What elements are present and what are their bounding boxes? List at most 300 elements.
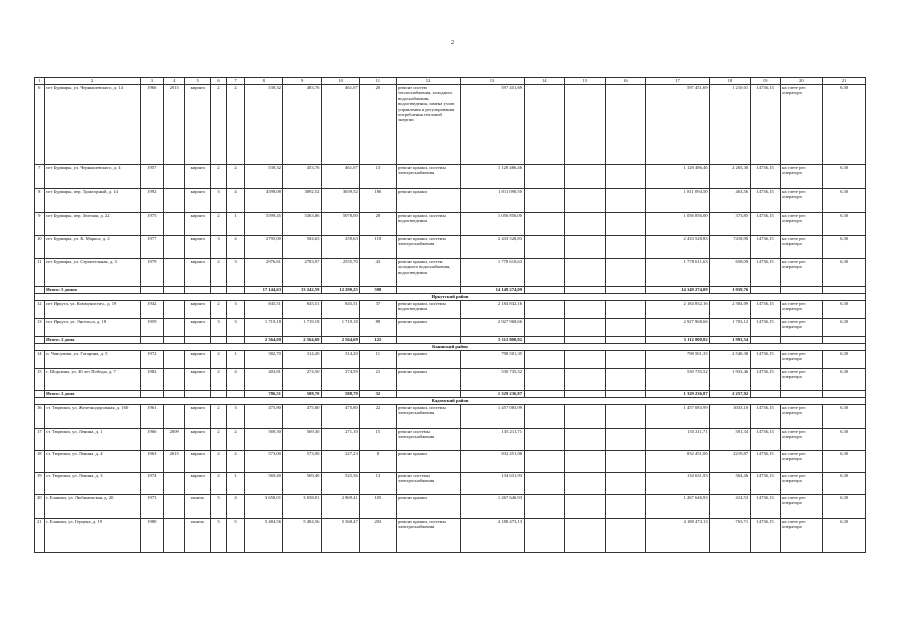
table-cell: [210, 287, 226, 294]
table-cell: 4598,08: [245, 189, 283, 213]
table-cell: 4 188 473,13: [646, 519, 710, 553]
district-header: [35, 344, 866, 351]
table-cell: 135 211,71: [646, 429, 710, 451]
table-cell: 43: [360, 259, 396, 287]
column-number: 19: [750, 78, 780, 85]
table-cell: 475,80: [321, 405, 359, 429]
table-cell: [524, 85, 565, 165]
table-cell: ремонт крыши, системы электроснабжения: [396, 236, 460, 259]
table-cell: [140, 337, 163, 344]
table-cell: 6,30: [823, 473, 866, 495]
table-cell: 5: [210, 519, 226, 553]
table-cell: 414,53: [710, 495, 751, 519]
table-cell: 1992: [140, 189, 163, 213]
table-cell: 118: [360, 236, 396, 259]
table-cell: на счете рег. оператора: [780, 319, 823, 337]
table-cell: 1972: [140, 351, 163, 369]
table-cell: на счете рег. оператора: [780, 259, 823, 287]
table-cell: 13 242,59: [283, 287, 321, 294]
table-cell: пгт Бурмиры, ул. Чернышевского, д. 4: [44, 165, 140, 189]
table-cell: [524, 319, 565, 337]
table-cell: панель: [185, 519, 211, 553]
table-cell: 37: [360, 301, 396, 319]
column-number: 13: [460, 78, 524, 85]
column-number: 3: [140, 78, 163, 85]
table-cell: 1 993,54: [710, 337, 751, 344]
table-cell: 17 144,63: [245, 287, 283, 294]
table-cell: 3 658,01: [245, 495, 283, 519]
table-cell: на счете рег. оператора: [780, 165, 823, 189]
table-cell: [35, 337, 45, 344]
table-cell: 6,30: [823, 165, 866, 189]
table-cell: 1 329 236,87: [460, 391, 524, 398]
district-name: Иркутский район: [35, 294, 866, 301]
table-cell: 475,80: [283, 405, 321, 429]
table-cell: кирпич: [185, 259, 211, 287]
table-cell: [524, 429, 565, 451]
table-cell: ремонт крыши, системы электроснабжения: [396, 519, 460, 553]
table-cell: 6,30: [823, 85, 866, 165]
table-cell: [524, 213, 565, 236]
table-cell: 6,30: [823, 236, 866, 259]
table-cell: [35, 287, 45, 294]
table-cell: 658,09: [710, 259, 751, 287]
table-cell: [605, 319, 646, 337]
table-cell: 3: [226, 405, 244, 429]
table-cell: 2: [210, 451, 226, 473]
table-row: [35, 473, 866, 495]
table-cell: 2555,70: [321, 259, 359, 287]
table-cell: 22: [360, 405, 396, 429]
table-cell: [524, 495, 565, 519]
table-cell: 2 564,69: [321, 337, 359, 344]
table-cell: [164, 351, 185, 369]
total-row: [35, 391, 866, 398]
table-cell: [164, 405, 185, 429]
table-cell: 6: [35, 85, 45, 165]
table-cell: 274,59: [321, 369, 359, 391]
table-cell: [605, 473, 646, 495]
table-cell: кирпич: [185, 213, 211, 236]
table-cell: 2783,97: [283, 259, 321, 287]
table-cell: 14736,13: [750, 495, 780, 519]
table-cell: [164, 236, 185, 259]
table-cell: 539,32: [245, 85, 283, 165]
table-cell: 598: [360, 287, 396, 294]
table-cell: [164, 369, 185, 391]
table-cell: 5 112 800,82: [460, 337, 524, 344]
table-cell: 14736,15: [750, 405, 780, 429]
table-cell: [565, 495, 606, 519]
register-table: [34, 77, 866, 553]
column-number: 16: [605, 78, 646, 85]
column-number: 14: [524, 78, 565, 85]
table-cell: [524, 391, 565, 398]
table-cell: [565, 85, 606, 165]
table-cell: 1 703,12: [710, 319, 751, 337]
table-cell: 135 211,71: [460, 429, 524, 451]
table-cell: 2 433 528,83: [646, 236, 710, 259]
table-cell: 2: [210, 473, 226, 495]
table-cell: 453,76: [283, 165, 321, 189]
table-row: [35, 319, 866, 337]
table-cell: 2: [226, 451, 244, 473]
table-cell: 227,23: [321, 451, 359, 473]
table-cell: 6,30: [823, 189, 866, 213]
table-cell: [605, 337, 646, 344]
table-cell: 20: [35, 495, 45, 519]
table-row: [35, 351, 866, 369]
district-header: [35, 398, 866, 405]
table-cell: ремонт крыши, системы электроснабжения: [396, 405, 460, 429]
table-cell: 2: [226, 429, 244, 451]
table-cell: 2 927 968,66: [460, 319, 524, 337]
column-number: 18: [710, 78, 751, 85]
table-cell: 14736,15: [750, 236, 780, 259]
table-cell: [524, 337, 565, 344]
total-row: [35, 337, 866, 344]
table-cell: 845,51: [245, 301, 283, 319]
table-cell: [605, 451, 646, 473]
table-cell: [565, 213, 606, 236]
table-cell: 2: [226, 165, 244, 189]
table-cell: [565, 473, 606, 495]
table-cell: 5 368,47: [321, 519, 359, 553]
table-cell: 1975: [140, 213, 163, 236]
table-cell: 16: [35, 405, 45, 429]
table-cell: 6,30: [823, 351, 866, 369]
table-cell: [605, 259, 646, 287]
table-cell: 6,30: [823, 213, 866, 236]
table-cell: 6,30: [823, 519, 866, 553]
table-cell: на счете рег. оператора: [780, 236, 823, 259]
table-cell: [565, 351, 606, 369]
table-cell: 2 927 968,66: [646, 319, 710, 337]
column-number: 11: [360, 78, 396, 85]
table-cell: 4: [226, 369, 244, 391]
table-cell: пгт Бурмиры, пер. Тракторный, д. 14: [44, 189, 140, 213]
table-cell: 597 451,69: [646, 85, 710, 165]
table-cell: 1 329 236,87: [646, 391, 710, 398]
table-cell: на счете рег. оператора: [780, 301, 823, 319]
table-cell: [605, 391, 646, 398]
table-cell: 1 933,46: [710, 369, 751, 391]
table-cell: 3 658,01: [283, 495, 321, 519]
table-cell: 8: [360, 451, 396, 473]
table-cell: 1 059,76: [710, 287, 751, 294]
table-cell: [565, 451, 606, 473]
table-cell: 1957: [140, 165, 163, 189]
table-row: [35, 85, 866, 165]
table-row: [35, 451, 866, 473]
table-cell: 125: [360, 337, 396, 344]
table-cell: 18: [35, 451, 45, 473]
table-cell: [605, 351, 646, 369]
table-cell: пгт Бурмиры, пер. Зеленая, д. 22: [44, 213, 140, 236]
column-number: 4: [164, 78, 185, 85]
table-cell: 2 184 832,16: [460, 301, 524, 319]
table-cell: 1 778 610,63: [460, 259, 524, 287]
table-cell: 4: [226, 495, 244, 519]
table-cell: 763,71: [710, 519, 751, 553]
table-cell: 14 149 274,09: [460, 287, 524, 294]
table-cell: 1961: [140, 405, 163, 429]
table-cell: [605, 189, 646, 213]
table-cell: ремонт крыши, системы водоотведения: [396, 213, 460, 236]
table-cell: 2219,87: [710, 451, 751, 473]
table-cell: 1 457 083,99: [646, 405, 710, 429]
table-cell: кирпич: [185, 451, 211, 473]
table-cell: на счете рег. оператора: [780, 451, 823, 473]
table-cell: 6,30: [823, 451, 866, 473]
table-cell: [35, 391, 45, 398]
table-cell: ремонт крыши, системы электроснабжения: [396, 165, 460, 189]
table-cell: [565, 165, 606, 189]
table-cell: [164, 337, 185, 344]
table-cell: [605, 429, 646, 451]
table-cell: [226, 337, 244, 344]
table-cell: 3892,52: [283, 189, 321, 213]
table-cell: [164, 519, 185, 553]
table-cell: г. Еланьчи, ул. Герцена, д. 19: [44, 519, 140, 553]
table-cell: 32: [360, 391, 396, 398]
table-cell: 5078,00: [321, 213, 359, 236]
table-cell: 588,70: [283, 391, 321, 398]
table-row: [35, 213, 866, 236]
table-cell: 3: [226, 301, 244, 319]
table-cell: 798 501,35: [460, 351, 524, 369]
table-cell: 13: [35, 319, 45, 337]
table-cell: 798 501,35: [646, 351, 710, 369]
table-cell: [565, 287, 606, 294]
table-cell: [524, 405, 565, 429]
table-cell: кирпич: [185, 429, 211, 451]
table-cell: на счете рег. оператора: [780, 85, 823, 165]
table-cell: 1 811 090,50: [460, 189, 524, 213]
table-cell: 569,30: [283, 429, 321, 451]
table-cell: 569,40: [283, 473, 321, 495]
table-cell: [524, 301, 565, 319]
table-cell: 88: [360, 319, 396, 337]
table-cell: [524, 473, 565, 495]
table-cell: [605, 405, 646, 429]
table-cell: кирпич: [185, 301, 211, 319]
table-cell: кирпич: [185, 473, 211, 495]
table-cell: 2: [210, 85, 226, 165]
table-cell: 186: [360, 189, 396, 213]
table-cell: ремонт крыши, системы водоотведения: [396, 301, 460, 319]
table-cell: 3: [226, 319, 244, 337]
table-cell: 845,51: [283, 301, 321, 319]
table-cell: 2976,61: [245, 259, 283, 287]
table-row: [35, 519, 866, 553]
table-cell: на счете рег. оператора: [780, 473, 823, 495]
table-cell: 15: [35, 369, 45, 391]
table-cell: 6,30: [823, 319, 866, 337]
table-cell: [524, 519, 565, 553]
table-cell: 1: [226, 351, 244, 369]
table-cell: Итого: 2 дома: [44, 391, 140, 398]
table-cell: 6,30: [823, 301, 866, 319]
table-cell: ремонт крыши: [396, 189, 460, 213]
table-cell: 597 451,69: [460, 85, 524, 165]
table-cell: [164, 391, 185, 398]
table-cell: [565, 236, 606, 259]
table-cell: 2: [210, 405, 226, 429]
table-cell: кирпич: [185, 369, 211, 391]
table-cell: [780, 287, 823, 294]
table-row: [35, 301, 866, 319]
table-cell: 6,30: [823, 405, 866, 429]
table-cell: 1 128 486,46: [460, 165, 524, 189]
table-cell: на счете рег. оператора: [780, 213, 823, 236]
table-cell: 2 564,69: [283, 337, 321, 344]
table-cell: 3033,10: [710, 405, 751, 429]
column-number: 5: [185, 78, 211, 85]
table-cell: ремонт крыши, систем холодного водоснабжения, водоотведения: [396, 259, 460, 287]
column-number: 21: [823, 78, 866, 85]
table-cell: [226, 287, 244, 294]
table-cell: 3: [210, 189, 226, 213]
table-cell: [605, 369, 646, 391]
table-cell: 19: [35, 473, 45, 495]
table-cell: 14736,15: [750, 259, 780, 287]
table-cell: 382,70: [245, 351, 283, 369]
table-cell: 2: [210, 369, 226, 391]
table-cell: 5: [226, 519, 244, 553]
table-cell: 1 056 856,00: [646, 213, 710, 236]
table-cell: п. Чаисумиш, ул. Гагарина, д. 5: [44, 351, 140, 369]
table-cell: [605, 85, 646, 165]
table-cell: 10: [35, 236, 45, 259]
table-row: [35, 236, 866, 259]
table-cell: ремонт системы электроснабжения: [396, 473, 460, 495]
table-cell: [605, 236, 646, 259]
table-cell: [524, 351, 565, 369]
table-cell: [823, 337, 866, 344]
table-cell: 2: [210, 429, 226, 451]
table-cell: 105: [360, 495, 396, 519]
column-number: 10: [321, 78, 359, 85]
table-cell: 5: [210, 495, 226, 519]
table-cell: 3659,52: [321, 189, 359, 213]
table-cell: [565, 301, 606, 319]
table-cell: кирпич: [185, 85, 211, 165]
table-row: [35, 495, 866, 519]
table-cell: 1980: [140, 519, 163, 553]
table-cell: [565, 519, 606, 553]
table-cell: 373,85: [710, 213, 751, 236]
table-cell: 7: [35, 165, 45, 189]
district-name: Кадомский район: [35, 398, 866, 405]
table-cell: ремонт системы электроснабжения: [396, 429, 460, 451]
table-cell: 2 265,30: [710, 165, 751, 189]
table-cell: 14736,15: [750, 301, 780, 319]
table-cell: 1977: [140, 236, 163, 259]
table-cell: [565, 405, 606, 429]
table-cell: Итого: 2 дома: [44, 337, 140, 344]
table-cell: 14736,15: [750, 189, 780, 213]
table-cell: 584,63: [283, 236, 321, 259]
table-cell: 1966: [140, 429, 163, 451]
table-cell: 8: [35, 189, 45, 213]
table-cell: [565, 319, 606, 337]
table-cell: 14736,15: [750, 519, 780, 553]
table-cell: ст. Тюрюши, ул. Железнодорожная, д. 160: [44, 405, 140, 429]
table-cell: 14736,13: [750, 85, 780, 165]
table-cell: 2015: [164, 85, 185, 165]
table-cell: на счете рег. оператора: [780, 369, 823, 391]
table-cell: 271,10: [321, 429, 359, 451]
table-cell: 14736,13: [750, 473, 780, 495]
table-cell: 5 484,56: [245, 519, 283, 553]
table-cell: 475,80: [245, 405, 283, 429]
table-cell: [750, 287, 780, 294]
table-cell: 14736,15: [750, 369, 780, 391]
table-cell: 203: [360, 519, 396, 553]
table-cell: [524, 287, 565, 294]
table-cell: 2: [210, 213, 226, 236]
table-cell: 14736,15: [750, 319, 780, 337]
table-cell: 314,20: [283, 351, 321, 369]
table-cell: [164, 287, 185, 294]
table-cell: 573,00: [245, 451, 283, 473]
table-cell: 1982: [140, 369, 163, 391]
table-cell: 461,07: [321, 85, 359, 165]
table-cell: 539,32: [245, 165, 283, 189]
table-cell: 3: [210, 319, 226, 337]
table-cell: на счете рег. оператора: [780, 429, 823, 451]
table-cell: 11: [360, 351, 396, 369]
table-cell: 14736,15: [750, 213, 780, 236]
table-cell: 13: [360, 165, 396, 189]
table-cell: [185, 287, 211, 294]
table-cell: [565, 337, 606, 344]
table-cell: [524, 236, 565, 259]
table-cell: 403,81: [245, 369, 283, 391]
table-cell: [605, 213, 646, 236]
table-cell: 1942: [140, 301, 163, 319]
table-cell: кирпич: [185, 351, 211, 369]
page-number: 2: [451, 40, 454, 46]
table-cell: 2: [210, 351, 226, 369]
table-cell: [164, 473, 185, 495]
column-number: 6: [210, 78, 226, 85]
column-number: 2: [44, 78, 140, 85]
table-cell: 483,76: [283, 85, 321, 165]
table-cell: [164, 213, 185, 236]
table-cell: 463,56: [710, 189, 751, 213]
table-cell: пгт Иркута, ул. Энгельса, д. 18: [44, 319, 140, 337]
table-cell: 14: [35, 351, 45, 369]
table-cell: [605, 165, 646, 189]
table-cell: 4 188 473,13: [460, 519, 524, 553]
table-cell: 1 719,18: [245, 319, 283, 337]
column-number: 17: [646, 78, 710, 85]
table-cell: 1979: [140, 259, 163, 287]
table-cell: 530 735,52: [646, 369, 710, 391]
table-cell: 1959: [140, 319, 163, 337]
table-cell: 2: [210, 259, 226, 287]
table-cell: 2 869,41: [321, 495, 359, 519]
table-cell: 14 149 274,09: [646, 287, 710, 294]
table-cell: пгт Иркута, ул. Коммунистич., д. 19: [44, 301, 140, 319]
table-cell: 1: [226, 473, 244, 495]
table-cell: [140, 391, 163, 398]
table-cell: 5599,45: [245, 213, 283, 236]
table-cell: 1: [226, 213, 244, 236]
table-cell: Итого: 5 домов: [44, 287, 140, 294]
